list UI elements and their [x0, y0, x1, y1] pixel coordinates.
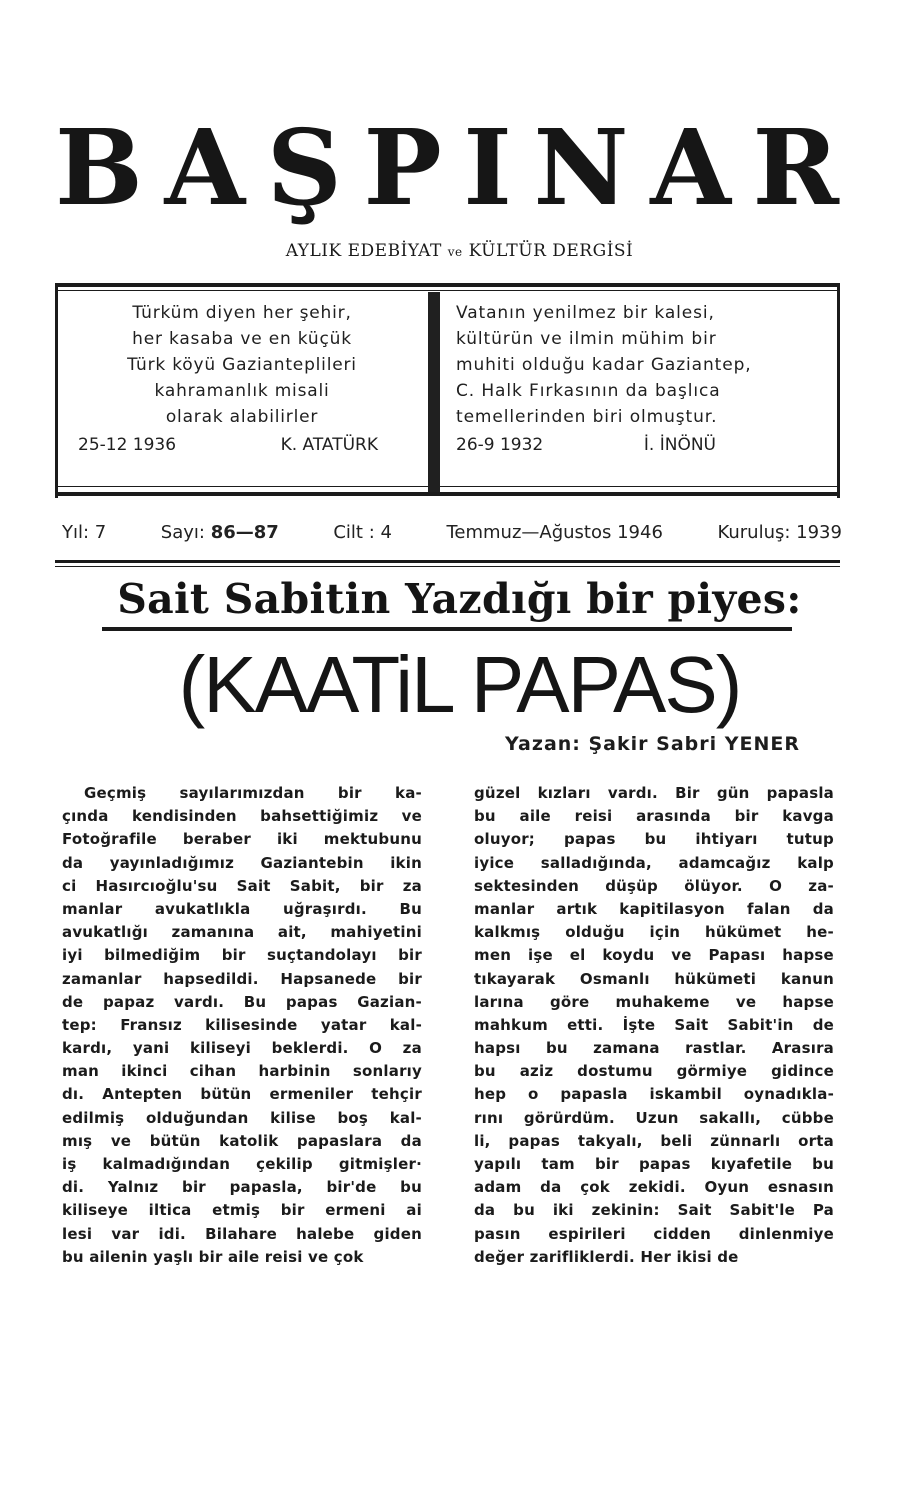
issue-year: Yıl: 7	[62, 522, 107, 543]
article-text-line: manlar artık kapitilasyon falan da	[474, 899, 834, 918]
article-text-line: da yayınladığımız Gaziantebin ikin	[62, 853, 422, 872]
quote-line: Vatanın yenilmez bir kalesi,	[456, 303, 715, 323]
article-text-line: iş kalmadığından çekilip gitmişler·	[62, 1155, 422, 1173]
article-text-line: men işe el koydu ve Papası hapse	[474, 946, 834, 965]
article-text-line: çında kendisinden bahsettiğimiz ve	[62, 807, 422, 826]
quote-author: K. ATATÜRK	[280, 435, 378, 455]
masthead-letter: A	[650, 106, 737, 229]
masthead-subtitle: AYLIK EDEBİYAT ve KÜLTÜR DERGİSİ	[285, 241, 634, 261]
quote-line: Türk köyü Gaziantеplileri	[127, 355, 357, 375]
article-text-line: lesi var idi. Bilahare halebe giden	[62, 1224, 422, 1243]
article-text-line: larına göre muhakeme ve hapse	[474, 992, 834, 1011]
quote-date: 25-12 1936	[78, 435, 177, 455]
box-top-rule-thin	[55, 290, 840, 291]
article-text-line: mış ve bütün katolik papaslara da	[62, 1131, 422, 1150]
article-text-line: pasın espirileri cidden dinlenmiye	[474, 1224, 834, 1243]
article-text-line: manlar avukatlıkla uğraşırdı. Bu	[62, 899, 422, 918]
issue-number: Sayı: 86—87	[160, 522, 279, 543]
article-text-line: tep: Fransız kilisesinde yatar kal-	[62, 1015, 422, 1034]
article-text-line: değer zarifliklerdi. Her ikisi de	[474, 1247, 739, 1266]
article-text-line: bu ailenin yaşlı bir aile reisi ve çok	[62, 1247, 364, 1266]
masthead-letter: B	[55, 106, 149, 229]
quote-date: 26-9 1932	[456, 435, 544, 455]
quote-signature	[456, 432, 716, 458]
masthead-letter: P	[363, 106, 448, 229]
article-text-line: edilmiş olduğundan kilise boş kal-	[62, 1108, 422, 1127]
headline-underline	[102, 627, 792, 631]
article-text-line: kalkmış olduğu için hükümet he-	[474, 923, 834, 942]
issue-founded: Kuruluş: 1939	[717, 522, 842, 543]
quote-ataturk	[62, 300, 422, 458]
quote-line: her kasaba ve en küçük	[132, 329, 352, 349]
article-column-right	[474, 782, 834, 1269]
article-text-line: iyi bilmediğim bir suçtandolayı bir	[62, 946, 422, 965]
article-text-line: adam da çok zekidi. Oyun esnasın	[474, 1178, 834, 1197]
article-text-line: mahkum etti. İşte Sait Sabit'in de	[474, 1015, 834, 1034]
quote-inonu	[456, 300, 839, 458]
article-text-line: ci Hasırcıoğlu'su Sait Sabit, bir za	[62, 876, 422, 895]
box-center-divider	[428, 292, 440, 492]
article-text-line: man ikinci cihan harbinin sonlarıy	[62, 1062, 422, 1081]
article-text-line: dı. Antepten bütün ermeniler tehçir	[62, 1085, 422, 1104]
quote-line: kültürün ve ilmin mühim bir	[456, 329, 717, 349]
quote-line: kahramanlık misali	[154, 381, 330, 401]
article-text-line: avukatlığı zamanına ait, mahiyetini	[62, 923, 422, 942]
box-left-rule	[55, 283, 58, 498]
article-text-line: tıkayarak Osmanlı hükümeti kanun	[474, 969, 834, 988]
article-text-line: hep o papasla iskambil oynadıkla-	[474, 1085, 834, 1104]
masthead-letter: A	[164, 106, 252, 229]
box-bottom-rule	[55, 486, 840, 487]
masthead-title	[55, 106, 845, 229]
article-text-line: yapılı tam bir papas kıyafetile bu	[474, 1155, 834, 1173]
article-title: (KAATiL PAPAS)	[178, 640, 741, 729]
article-text-line: hapsı bu zamana rastlar. Arasıra	[474, 1039, 834, 1058]
article-text-line: iyice salladığında, adamcağız kalp	[474, 853, 834, 872]
quote-signature	[78, 432, 378, 458]
article-text-line: Fotoğrafile beraber iki mektubunu	[62, 830, 422, 849]
quote-line: olarak alabilirler	[165, 407, 319, 427]
article-headline: Sait Sabitin Yazdığı bir piyes:	[117, 575, 802, 623]
article-text-line: sektesinden düşüp ölüyor. O za-	[474, 876, 834, 895]
article-text-line: kardı, yani kiliseyi beklerdi. O za	[62, 1039, 422, 1058]
article-text-line: zamanlar hapsedildi. Hapsanede bir	[62, 969, 422, 988]
issue-volume: Cilt : 4	[333, 522, 392, 543]
quote-line: Türküm diyen her şehir,	[132, 303, 352, 323]
masthead-letter: I	[463, 106, 518, 229]
quote-line: C. Halk Fırkasının da başlıca	[456, 381, 721, 401]
issue-bottom-rule	[55, 560, 840, 563]
article-author: Yazan: Şakir Sabri YENER	[505, 733, 800, 755]
quote-author: İ. İNÖNÜ	[643, 435, 716, 455]
article-text-line: güzel kızları vardı. Bir gün papasla	[474, 784, 834, 802]
masthead-letter: Ş	[266, 106, 348, 229]
article-text-line: da bu iki zekinin: Sait Sabit'le Pa	[474, 1201, 834, 1220]
article-text-line: li, papas takyalı, beli zünnarlı orta	[474, 1131, 834, 1150]
article-text-line: bu aile reisi arasında bir kavga	[474, 807, 834, 826]
article-column-left	[62, 782, 422, 1269]
box-top-rule	[55, 283, 840, 287]
article-text-line: de papaz vardı. Bu papas Gazian-	[62, 992, 422, 1011]
masthead-letter: R	[752, 106, 845, 229]
quote-line: muhiti olduğu kadar Gaziantep,	[456, 355, 752, 375]
article-text-line: bu aziz dostumu görmiye gidince	[474, 1062, 834, 1081]
article-text-line: rını görürdüm. Uzun sakallı, cübbe	[474, 1108, 834, 1127]
box-bottom-rule-thick	[55, 492, 840, 496]
issue-info-bar	[62, 522, 842, 543]
masthead-letter: N	[533, 106, 635, 229]
issue-bottom-rule-thin	[55, 566, 840, 567]
issue-period: Temmuz—Ağustos 1946	[446, 522, 663, 543]
article-text-line: Geçmiş sayılarımızdan bir ka-	[84, 784, 422, 802]
article-text-line: di. Yalnız bir papasla, bir'de bu	[62, 1178, 422, 1197]
article-text-line: oluyor; papas bu ihtiyarı tutup	[474, 830, 834, 849]
quote-line: temellerinden biri olmuştur.	[456, 407, 718, 427]
article-text-line: kiliseye iltica etmiş bir ermeni ai	[62, 1201, 422, 1220]
